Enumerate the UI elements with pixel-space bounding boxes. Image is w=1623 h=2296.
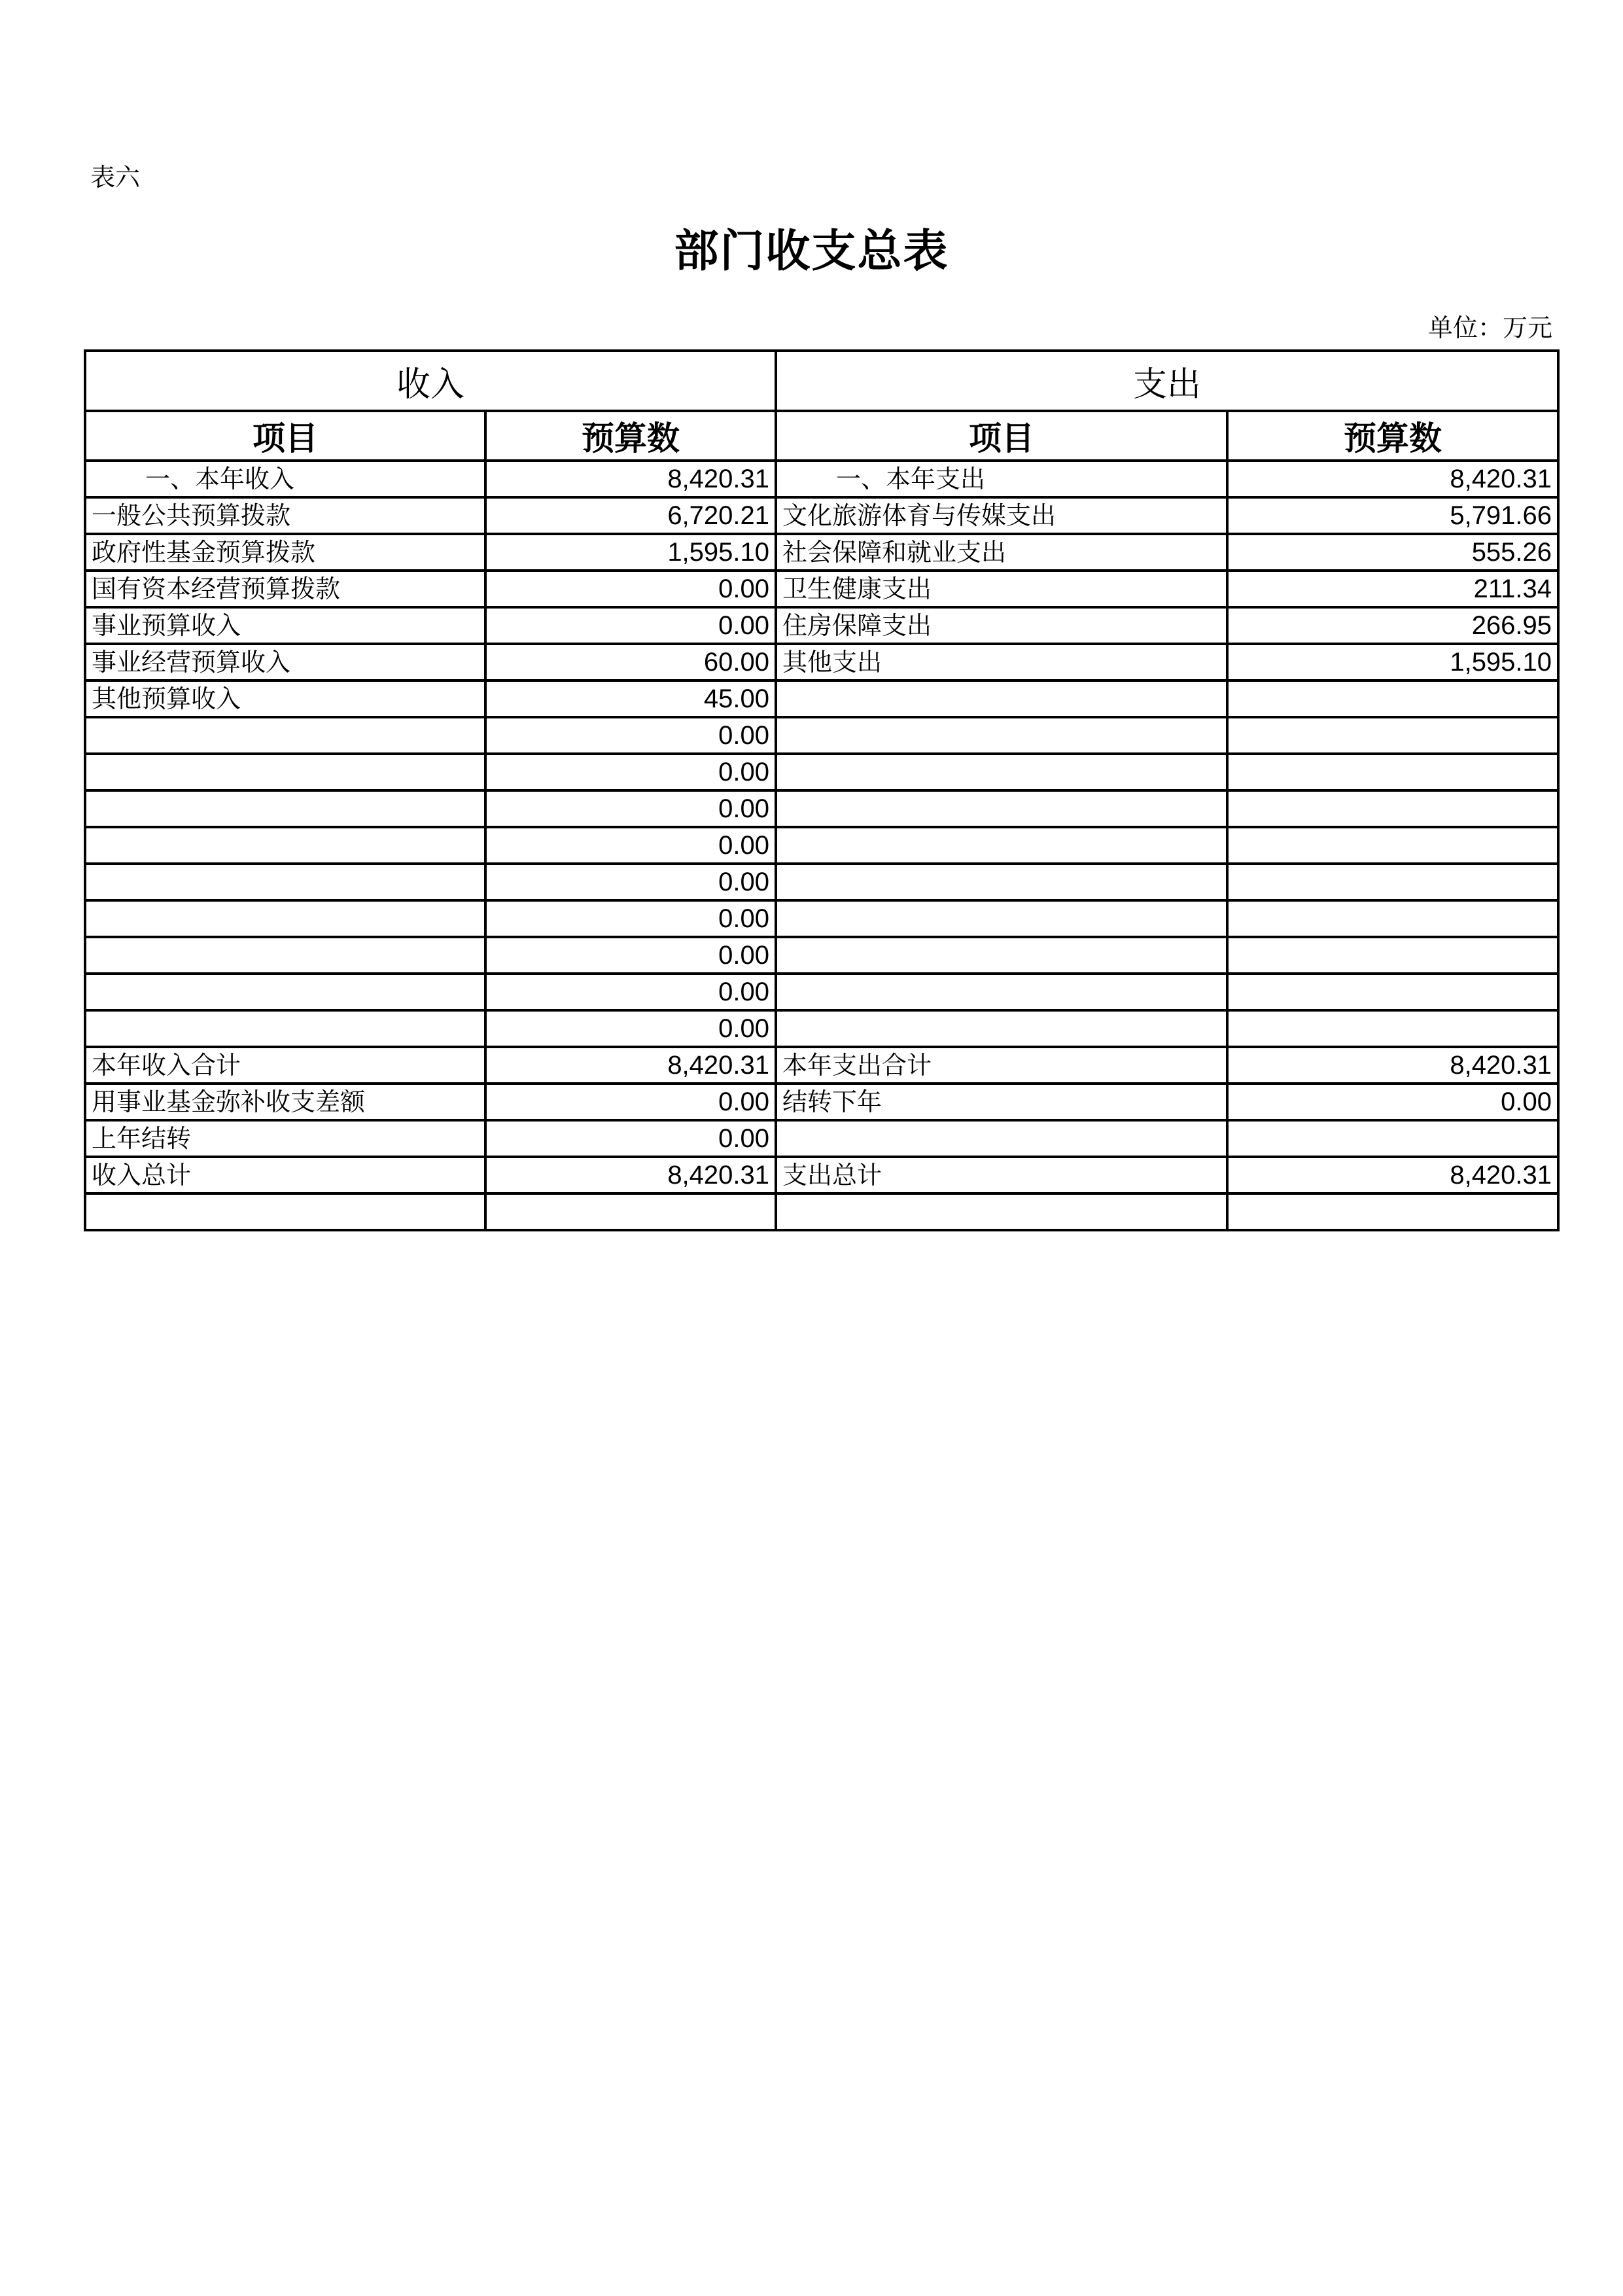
expense-budget-cell	[1227, 1193, 1558, 1230]
expense-budget-cell	[1227, 937, 1558, 974]
income-budget-cell: 0.00	[485, 571, 776, 607]
expense-budget-cell	[1227, 680, 1558, 717]
section-header-row	[85, 351, 1558, 411]
expense-budget-cell: 1,595.10	[1227, 644, 1558, 680]
income-budget-cell: 0.00	[485, 607, 776, 644]
expense-budget-cell	[1227, 900, 1558, 937]
expense-budget-cell: 555.26	[1227, 534, 1558, 571]
table-row	[85, 1193, 1558, 1230]
table-row	[85, 754, 1558, 790]
expense-budget-cell	[1227, 1010, 1558, 1047]
income-budget-cell: 60.00	[485, 644, 776, 680]
column-header-row	[85, 411, 1558, 461]
income-item-cell	[85, 900, 485, 937]
expense-item-cell: 社会保障和就业支出	[776, 534, 1227, 571]
table-row	[85, 974, 1558, 1010]
expense-item-cell	[776, 900, 1227, 937]
expense-budget-cell: 8,420.31	[1227, 1157, 1558, 1193]
expense-budget-cell: 8,420.31	[1227, 461, 1558, 497]
expense-item-cell: 卫生健康支出	[776, 571, 1227, 607]
income-budget-cell: 0.00	[485, 1010, 776, 1047]
income-item-cell: 事业经营预算收入	[85, 644, 485, 680]
table-row	[85, 827, 1558, 864]
expense-budget-cell: 5,791.66	[1227, 497, 1558, 534]
income-item-cell	[85, 937, 485, 974]
expense-item-cell: 一、本年支出	[776, 461, 1227, 497]
table-row	[85, 461, 1558, 497]
expense-item-cell	[776, 1120, 1227, 1157]
expense-budget-cell	[1227, 974, 1558, 1010]
table-row	[85, 717, 1558, 754]
expense-item-cell	[776, 974, 1227, 1010]
income-item-header: 项目	[85, 411, 485, 461]
expense-item-cell	[776, 1010, 1227, 1047]
income-budget-cell: 1,595.10	[485, 534, 776, 571]
table-row	[85, 1120, 1558, 1157]
expense-budget-cell: 211.34	[1227, 571, 1558, 607]
expense-item-header: 项目	[776, 411, 1227, 461]
expense-item-cell	[776, 1193, 1227, 1230]
income-item-cell: 上年结转	[85, 1120, 485, 1157]
income-item-cell	[85, 1193, 485, 1230]
income-item-cell: 事业预算收入	[85, 607, 485, 644]
income-budget-cell: 8,420.31	[485, 1157, 776, 1193]
table-row	[85, 1047, 1558, 1084]
expense-budget-cell: 266.95	[1227, 607, 1558, 644]
income-expense-summary-table	[84, 349, 1560, 1231]
income-item-cell: 一般公共预算拨款	[85, 497, 485, 534]
income-budget-cell: 0.00	[485, 864, 776, 900]
income-item-cell	[85, 790, 485, 827]
expense-budget-cell: 0.00	[1227, 1084, 1558, 1120]
table-row	[85, 1157, 1558, 1193]
expense-budget-cell	[1227, 864, 1558, 900]
income-item-cell	[85, 717, 485, 754]
income-item-cell	[85, 827, 485, 864]
income-budget-cell: 0.00	[485, 790, 776, 827]
income-budget-cell: 0.00	[485, 717, 776, 754]
income-budget-cell: 8,420.31	[485, 461, 776, 497]
table-label: 表六	[90, 163, 141, 192]
income-budget-cell: 0.00	[485, 1120, 776, 1157]
table-row	[85, 680, 1558, 717]
expense-item-cell: 住房保障支出	[776, 607, 1227, 644]
expense-budget-cell	[1227, 754, 1558, 790]
expense-item-cell	[776, 937, 1227, 974]
expense-budget-cell	[1227, 790, 1558, 827]
table-row	[85, 607, 1558, 644]
income-item-cell: 政府性基金预算拨款	[85, 534, 485, 571]
expense-budget-header: 预算数	[1227, 411, 1558, 461]
income-budget-cell: 0.00	[485, 974, 776, 1010]
income-budget-cell: 45.00	[485, 680, 776, 717]
income-item-cell: 国有资本经营预算拨款	[85, 571, 485, 607]
income-item-cell: 其他预算收入	[85, 680, 485, 717]
expense-section-header: 支出	[776, 351, 1558, 411]
income-budget-cell: 8,420.31	[485, 1047, 776, 1084]
income-budget-cell: 0.00	[485, 1084, 776, 1120]
table-row	[85, 644, 1558, 680]
expense-item-cell	[776, 754, 1227, 790]
income-budget-cell: 6,720.21	[485, 497, 776, 534]
expense-item-cell: 文化旅游体育与传媒支出	[776, 497, 1227, 534]
income-item-cell: 本年收入合计	[85, 1047, 485, 1084]
income-item-cell	[85, 974, 485, 1010]
table-row	[85, 497, 1558, 534]
expense-budget-cell	[1227, 717, 1558, 754]
income-item-cell	[85, 1010, 485, 1047]
expense-item-cell	[776, 864, 1227, 900]
income-budget-cell: 0.00	[485, 827, 776, 864]
table-row	[85, 1084, 1558, 1120]
expense-item-cell: 本年支出合计	[776, 1047, 1227, 1084]
table-row	[85, 571, 1558, 607]
expense-item-cell	[776, 790, 1227, 827]
expense-budget-cell	[1227, 1120, 1558, 1157]
income-budget-cell: 0.00	[485, 900, 776, 937]
expense-item-cell: 结转下年	[776, 1084, 1227, 1120]
table-row	[85, 790, 1558, 827]
expense-item-cell: 其他支出	[776, 644, 1227, 680]
income-item-cell: 收入总计	[85, 1157, 485, 1193]
income-section-header: 收入	[85, 351, 776, 411]
income-item-cell: 一、本年收入	[85, 461, 485, 497]
table-row	[85, 864, 1558, 900]
unit-label: 单位：万元	[1427, 313, 1552, 342]
expense-budget-cell: 8,420.31	[1227, 1047, 1558, 1084]
income-budget-cell: 0.00	[485, 754, 776, 790]
table-row	[85, 900, 1558, 937]
expense-item-cell	[776, 827, 1227, 864]
income-item-cell: 用事业基金弥补收支差额	[85, 1084, 485, 1120]
income-budget-header: 预算数	[485, 411, 776, 461]
expense-item-cell: 支出总计	[776, 1157, 1227, 1193]
page-title: 部门收支总表	[674, 225, 949, 277]
expense-budget-cell	[1227, 827, 1558, 864]
income-item-cell	[85, 864, 485, 900]
table-row	[85, 534, 1558, 571]
table-row	[85, 1010, 1558, 1047]
table-row	[85, 937, 1558, 974]
expense-item-cell	[776, 680, 1227, 717]
expense-item-cell	[776, 717, 1227, 754]
income-budget-cell: 0.00	[485, 937, 776, 974]
income-budget-cell	[485, 1193, 776, 1230]
income-item-cell	[85, 754, 485, 790]
